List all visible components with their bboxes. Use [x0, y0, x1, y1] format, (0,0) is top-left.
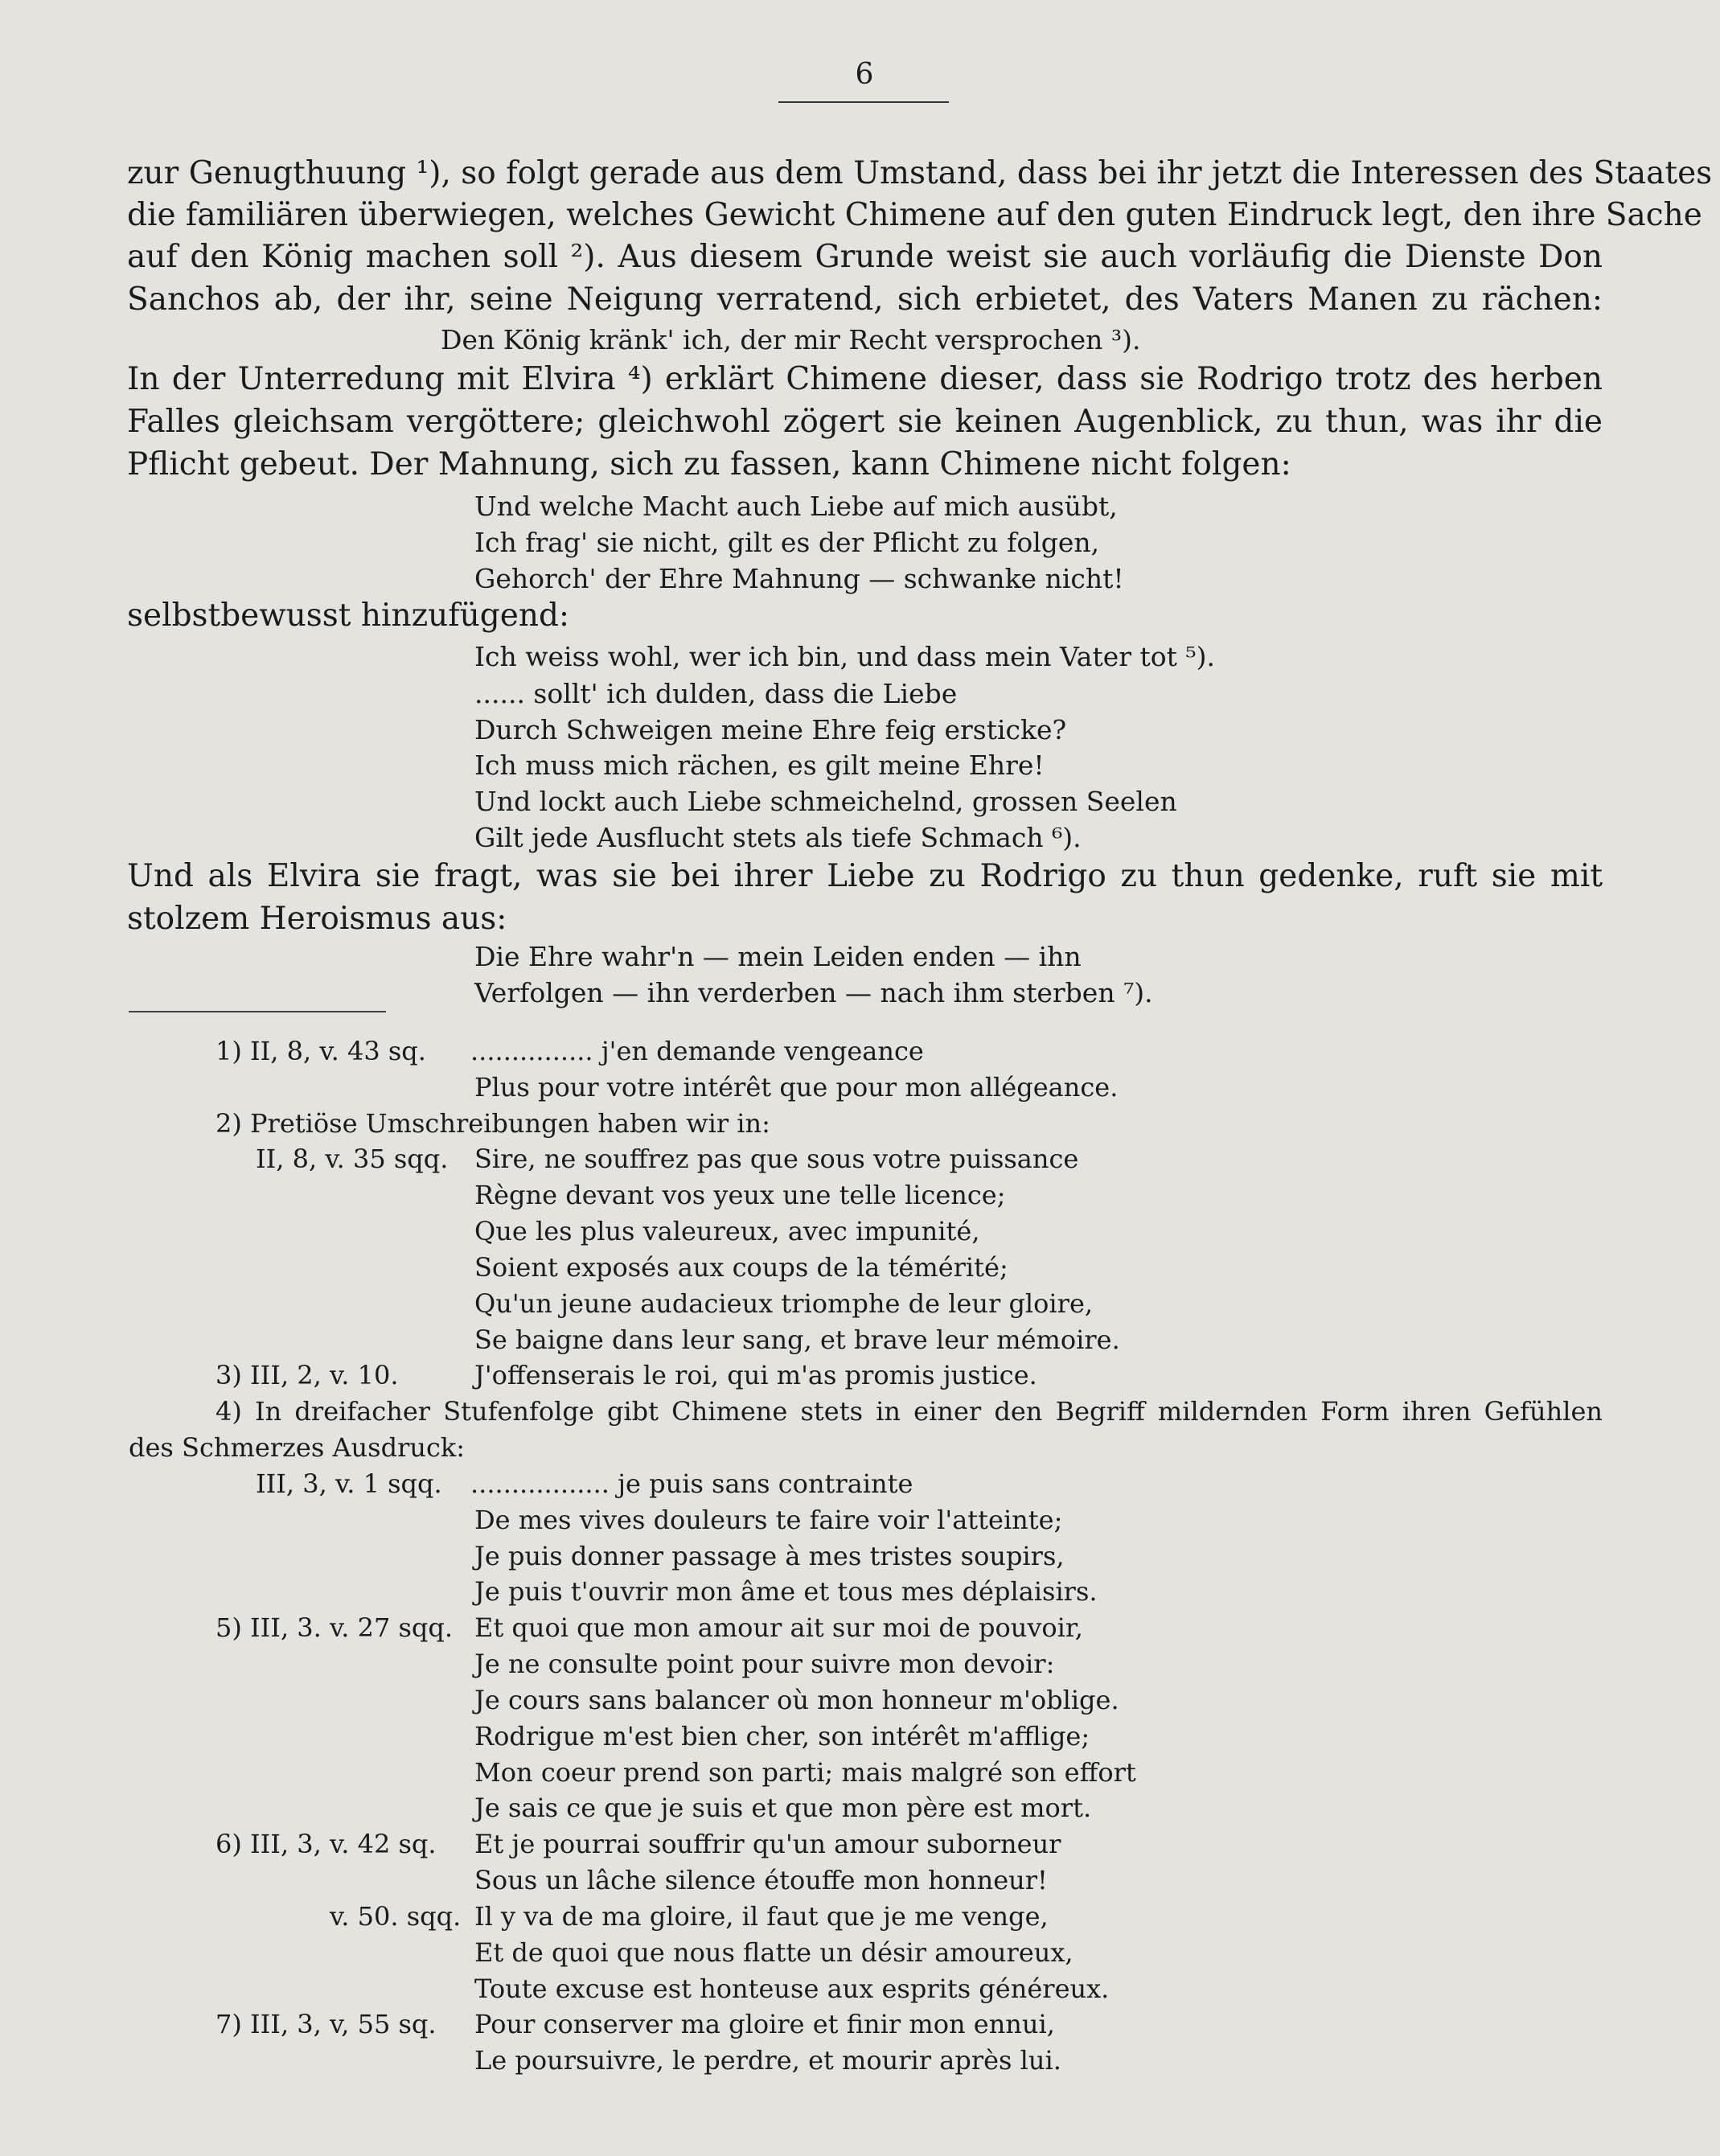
body-line: Falles gleichsam vergöttere; gleichwohl zögert sie keinen Augenblick, zu thun, was ihr die — [127, 404, 1603, 440]
verse-line: Verfolgen — ihn verderben — nach ihm sterben ⁷). — [474, 977, 1153, 1008]
verse-line: ...... sollt' ich dulden, dass die Liebe — [474, 678, 958, 709]
footnote-text: Que les plus valeureux, avec impunité, — [474, 1216, 980, 1246]
verse-line: Durch Schweigen meine Ehre feig ersticke? — [474, 714, 1067, 745]
footnote-text: Qu'un jeune audacieux triomphe de leur gloire, — [474, 1288, 1094, 1319]
page-number: 6 — [855, 58, 874, 91]
verse-line: Ich weiss wohl, wer ich bin, und dass mein Vater tot ⁵). — [474, 641, 1215, 672]
footnote-text: Rodrigue m'est bien cher, son intérêt m'afflige; — [474, 1721, 1090, 1751]
footnote-text: Il y va de ma gloire, il faut que je me venge, — [474, 1901, 1049, 1932]
footnote-ref: 4) In dreifacher Stufenfolge gibt Chimene stets in einer den Begriff mildernden Form ihren Gefühlen — [216, 1396, 1603, 1427]
footnote-ref: des Schmerzes Ausdruck: — [129, 1432, 466, 1463]
footnote-text: ............... j'en demande vengeance — [470, 1036, 924, 1066]
footnote-separator — [129, 1011, 386, 1012]
footnote-ref: 1) II, 8, v. 43 sq. — [216, 1036, 426, 1066]
footnote-text: Le poursuivre, le perdre, et mourir après lui. — [474, 2045, 1061, 2076]
footnote-ref: 7) III, 3, v, 55 sq. — [216, 2009, 437, 2039]
footnote-text: Je sais ce que je suis et que mon père est mort. — [474, 1793, 1092, 1823]
footnote-ref: III, 3, v. 1 sqq. — [256, 1468, 442, 1499]
body-line: Sanchos ab, der ihr, seine Neigung verratend, sich erbietet, des Vaters Manen zu rächen: — [127, 281, 1603, 318]
footnote-text: J'offenserais le roi, qui m'as promis justice. — [474, 1360, 1037, 1390]
verse-line: Den König kränk' ich, der mir Recht versprochen ³). — [441, 324, 1141, 355]
verse-line: Und welche Macht auch Liebe auf mich ausübt, — [474, 491, 1118, 522]
footnote-ref: 6) III, 3, v. 42 sq. — [216, 1829, 437, 1859]
body-line: die familiären überwiegen, welches Gewicht Chimene auf den guten Eindruck legt, den ihre Sache — [127, 197, 1702, 233]
verse-line: Die Ehre wahr'n — mein Leiden enden — ihn — [474, 941, 1082, 972]
body-line: In der Unterredung mit Elvira ⁴) erklärt Chimene dieser, dass sie Rodrigo trotz des herben — [127, 361, 1603, 397]
footnote-text: ................. je puis sans contrainte — [470, 1468, 913, 1499]
body-line: Pflicht gebeut. Der Mahnung, sich zu fassen, kann Chimene nicht folgen: — [127, 446, 1291, 483]
footnote-text: Sire, ne souffrez pas que sous votre puissance — [474, 1144, 1079, 1174]
footnote-ref: 2) Pretiöse Umschreibungen haben wir in: — [216, 1108, 770, 1139]
body-line: zur Genugthuung ¹), so folgt gerade aus dem Umstand, dass bei ihr jetzt die Interessen des Staates — [127, 155, 1713, 191]
footnote-text: Je cours sans balancer où mon honneur m'oblige. — [474, 1685, 1119, 1715]
body-line: auf den König machen soll ²). Aus diesem Grunde weist sie auch vorläufig die Dienste Don — [127, 239, 1603, 275]
body-line: stolzem Heroismus aus: — [127, 901, 507, 937]
footnote-text: Règne devant vos yeux une telle licence; — [474, 1180, 1006, 1210]
footnote-ref: 3) III, 2, v. 10. — [216, 1360, 399, 1390]
body-line: selbstbewusst hinzufügend: — [127, 598, 570, 634]
verse-line: Ich frag' sie nicht, gilt es der Pflicht zu folgen, — [474, 527, 1100, 558]
footnote-text: Et quoi que mon amour ait sur moi de pouvoir, — [474, 1612, 1083, 1643]
footnote-text: Mon coeur prend son parti; mais malgré son effort — [474, 1757, 1136, 1788]
footnote-text: Se baigne dans leur sang, et brave leur mémoire. — [474, 1324, 1120, 1355]
footnote-ref: II, 8, v. 35 sqq. — [256, 1144, 449, 1174]
footnote-text: Je ne consulte point pour suivre mon devoir: — [474, 1649, 1055, 1679]
footnote-text: Sous un lâche silence étouffe mon honneur! — [474, 1865, 1048, 1895]
footnote-ref: 5) III, 3. v. 27 sqq. — [216, 1612, 454, 1643]
page-number-rule — [778, 101, 949, 103]
verse-line: Und lockt auch Liebe schmeichelnd, grossen Seelen — [474, 786, 1177, 817]
footnote-text: Et de quoi que nous flatte un désir amoureux, — [474, 1937, 1073, 1968]
footnote-text: Je puis t'ouvrir mon âme et tous mes déplaisirs. — [474, 1576, 1098, 1607]
footnote-ref: v. 50. sqq. — [330, 1901, 462, 1932]
footnote-text: Soient exposés aux coups de la témérité; — [474, 1252, 1008, 1283]
verse-line: Gilt jede Ausflucht stets als tiefe Schmach ⁶). — [474, 822, 1082, 853]
footnote-text: Pour conserver ma gloire et finir mon ennui, — [474, 2009, 1055, 2039]
footnote-text: Plus pour votre intérêt que pour mon allégeance. — [474, 1072, 1119, 1103]
footnote-text: Je puis donner passage à mes tristes soupirs, — [474, 1541, 1065, 1571]
footnote-text: Et je pourrai souffrir qu'un amour suborneur — [474, 1829, 1061, 1859]
verse-line: Ich muss mich rächen, es gilt meine Ehre! — [474, 749, 1045, 781]
body-line: Und als Elvira sie fragt, was sie bei ihrer Liebe zu Rodrigo zu thun gedenke, ruft sie mit — [127, 858, 1603, 894]
verse-line: Gehorch' der Ehre Mahnung — schwanke nicht! — [474, 563, 1124, 594]
footnote-text: De mes vives douleurs te faire voir l'atteinte; — [474, 1505, 1063, 1535]
footnote-text: Toute excuse est honteuse aux esprits généreux. — [474, 1973, 1110, 2004]
